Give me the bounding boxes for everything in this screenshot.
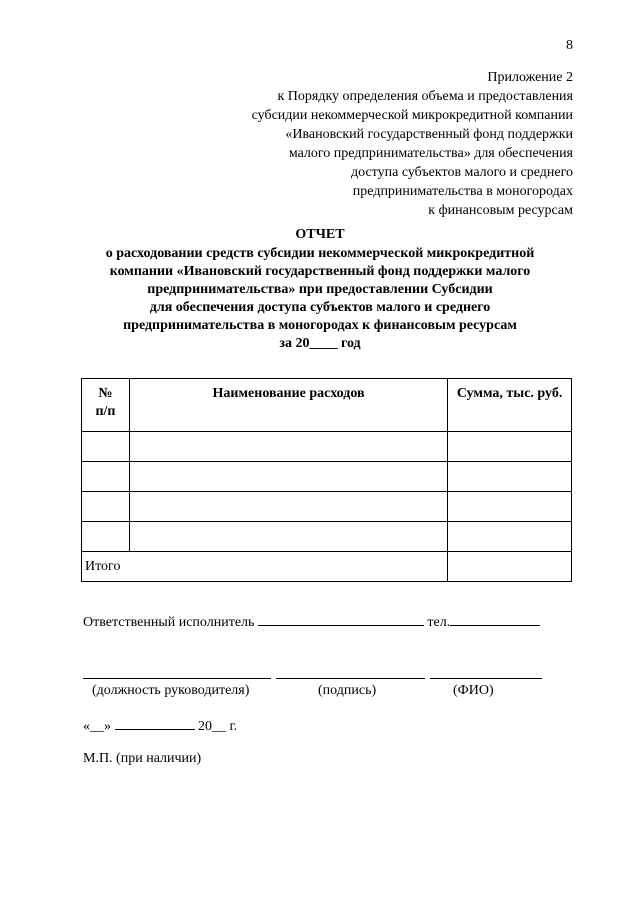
date-month-blank — [115, 716, 195, 730]
table-total-row — [82, 552, 572, 582]
table-cell — [82, 432, 130, 462]
table-cell — [82, 492, 130, 522]
date-row — [83, 716, 237, 735]
table-cell — [448, 432, 572, 462]
header-number — [82, 379, 130, 432]
signature-caption: (подпись) — [318, 683, 377, 698]
report-title-line: для обеспечения доступа субъектов малого и среднего — [149, 300, 491, 315]
table-cell — [82, 462, 130, 492]
signature-line — [276, 678, 425, 679]
responsible-row — [83, 612, 540, 631]
table-row — [82, 492, 572, 522]
page-number: 8 — [566, 38, 573, 53]
report-title-line: предпринимательства» при предоставлении Субсидии — [147, 282, 493, 297]
table-cell — [129, 522, 447, 552]
stamp-label: М.П. (при наличии) — [83, 751, 202, 766]
fio-caption: (ФИО) — [453, 683, 494, 698]
responsible-label: Ответственный исполнитель — [83, 615, 255, 630]
fio-line — [430, 678, 542, 679]
table-row — [82, 432, 572, 462]
position-caption: (должность руководителя) — [92, 683, 250, 698]
table-cell — [129, 462, 447, 492]
date-day: «__» — [83, 719, 111, 734]
header-amount: Сумма, тыс. руб. — [448, 379, 572, 432]
appendix-line: малого предпринимательства» для обеспечения — [288, 146, 573, 161]
report-title — [70, 226, 570, 353]
table-cell — [129, 432, 447, 462]
table-cell — [448, 462, 572, 492]
report-title-line: компании «Ивановский государственный фонд поддержки малого — [109, 264, 531, 279]
total-amount-cell — [448, 552, 572, 582]
appendix-header — [160, 68, 573, 220]
table-row — [82, 522, 572, 552]
appendix-line: к Порядку определения объема и предоставления — [277, 89, 573, 104]
header-number-line2: п/п — [95, 404, 116, 419]
table-cell — [448, 522, 572, 552]
table-cell — [448, 492, 572, 522]
total-label: Итого — [82, 552, 448, 582]
responsible-blank — [258, 612, 424, 626]
appendix-line: «Ивановский государственный фонд поддержки — [285, 127, 573, 142]
report-heading: ОТЧЕТ — [295, 227, 345, 242]
appendix-line: доступа субъектов малого и среднего — [351, 165, 573, 180]
table-cell — [129, 492, 447, 522]
appendix-line: субсидии некоммерческой микрокредитной компании — [251, 108, 573, 123]
appendix-line: Приложение 2 — [487, 70, 573, 85]
expenses-table — [81, 378, 572, 582]
report-title-line: о расходовании средств субсидии некоммерческой микрокредитной — [105, 246, 535, 261]
header-expense-name: Наименование расходов — [129, 379, 447, 432]
table-row — [82, 462, 572, 492]
table-header-row — [82, 379, 572, 432]
appendix-line: предпринимательства в моногородах — [352, 184, 573, 199]
appendix-line: к финансовым ресурсам — [428, 203, 573, 218]
phone-label: тел. — [427, 615, 451, 630]
date-year: 20__ г. — [198, 719, 238, 734]
report-period-line: за 20____ год — [279, 336, 361, 351]
header-number-line1: № — [98, 386, 113, 401]
phone-blank — [450, 612, 540, 626]
report-title-line: предпринимательства в моногородах к финансовым ресурсам — [123, 318, 517, 333]
position-line — [83, 678, 271, 679]
table-cell — [82, 522, 130, 552]
